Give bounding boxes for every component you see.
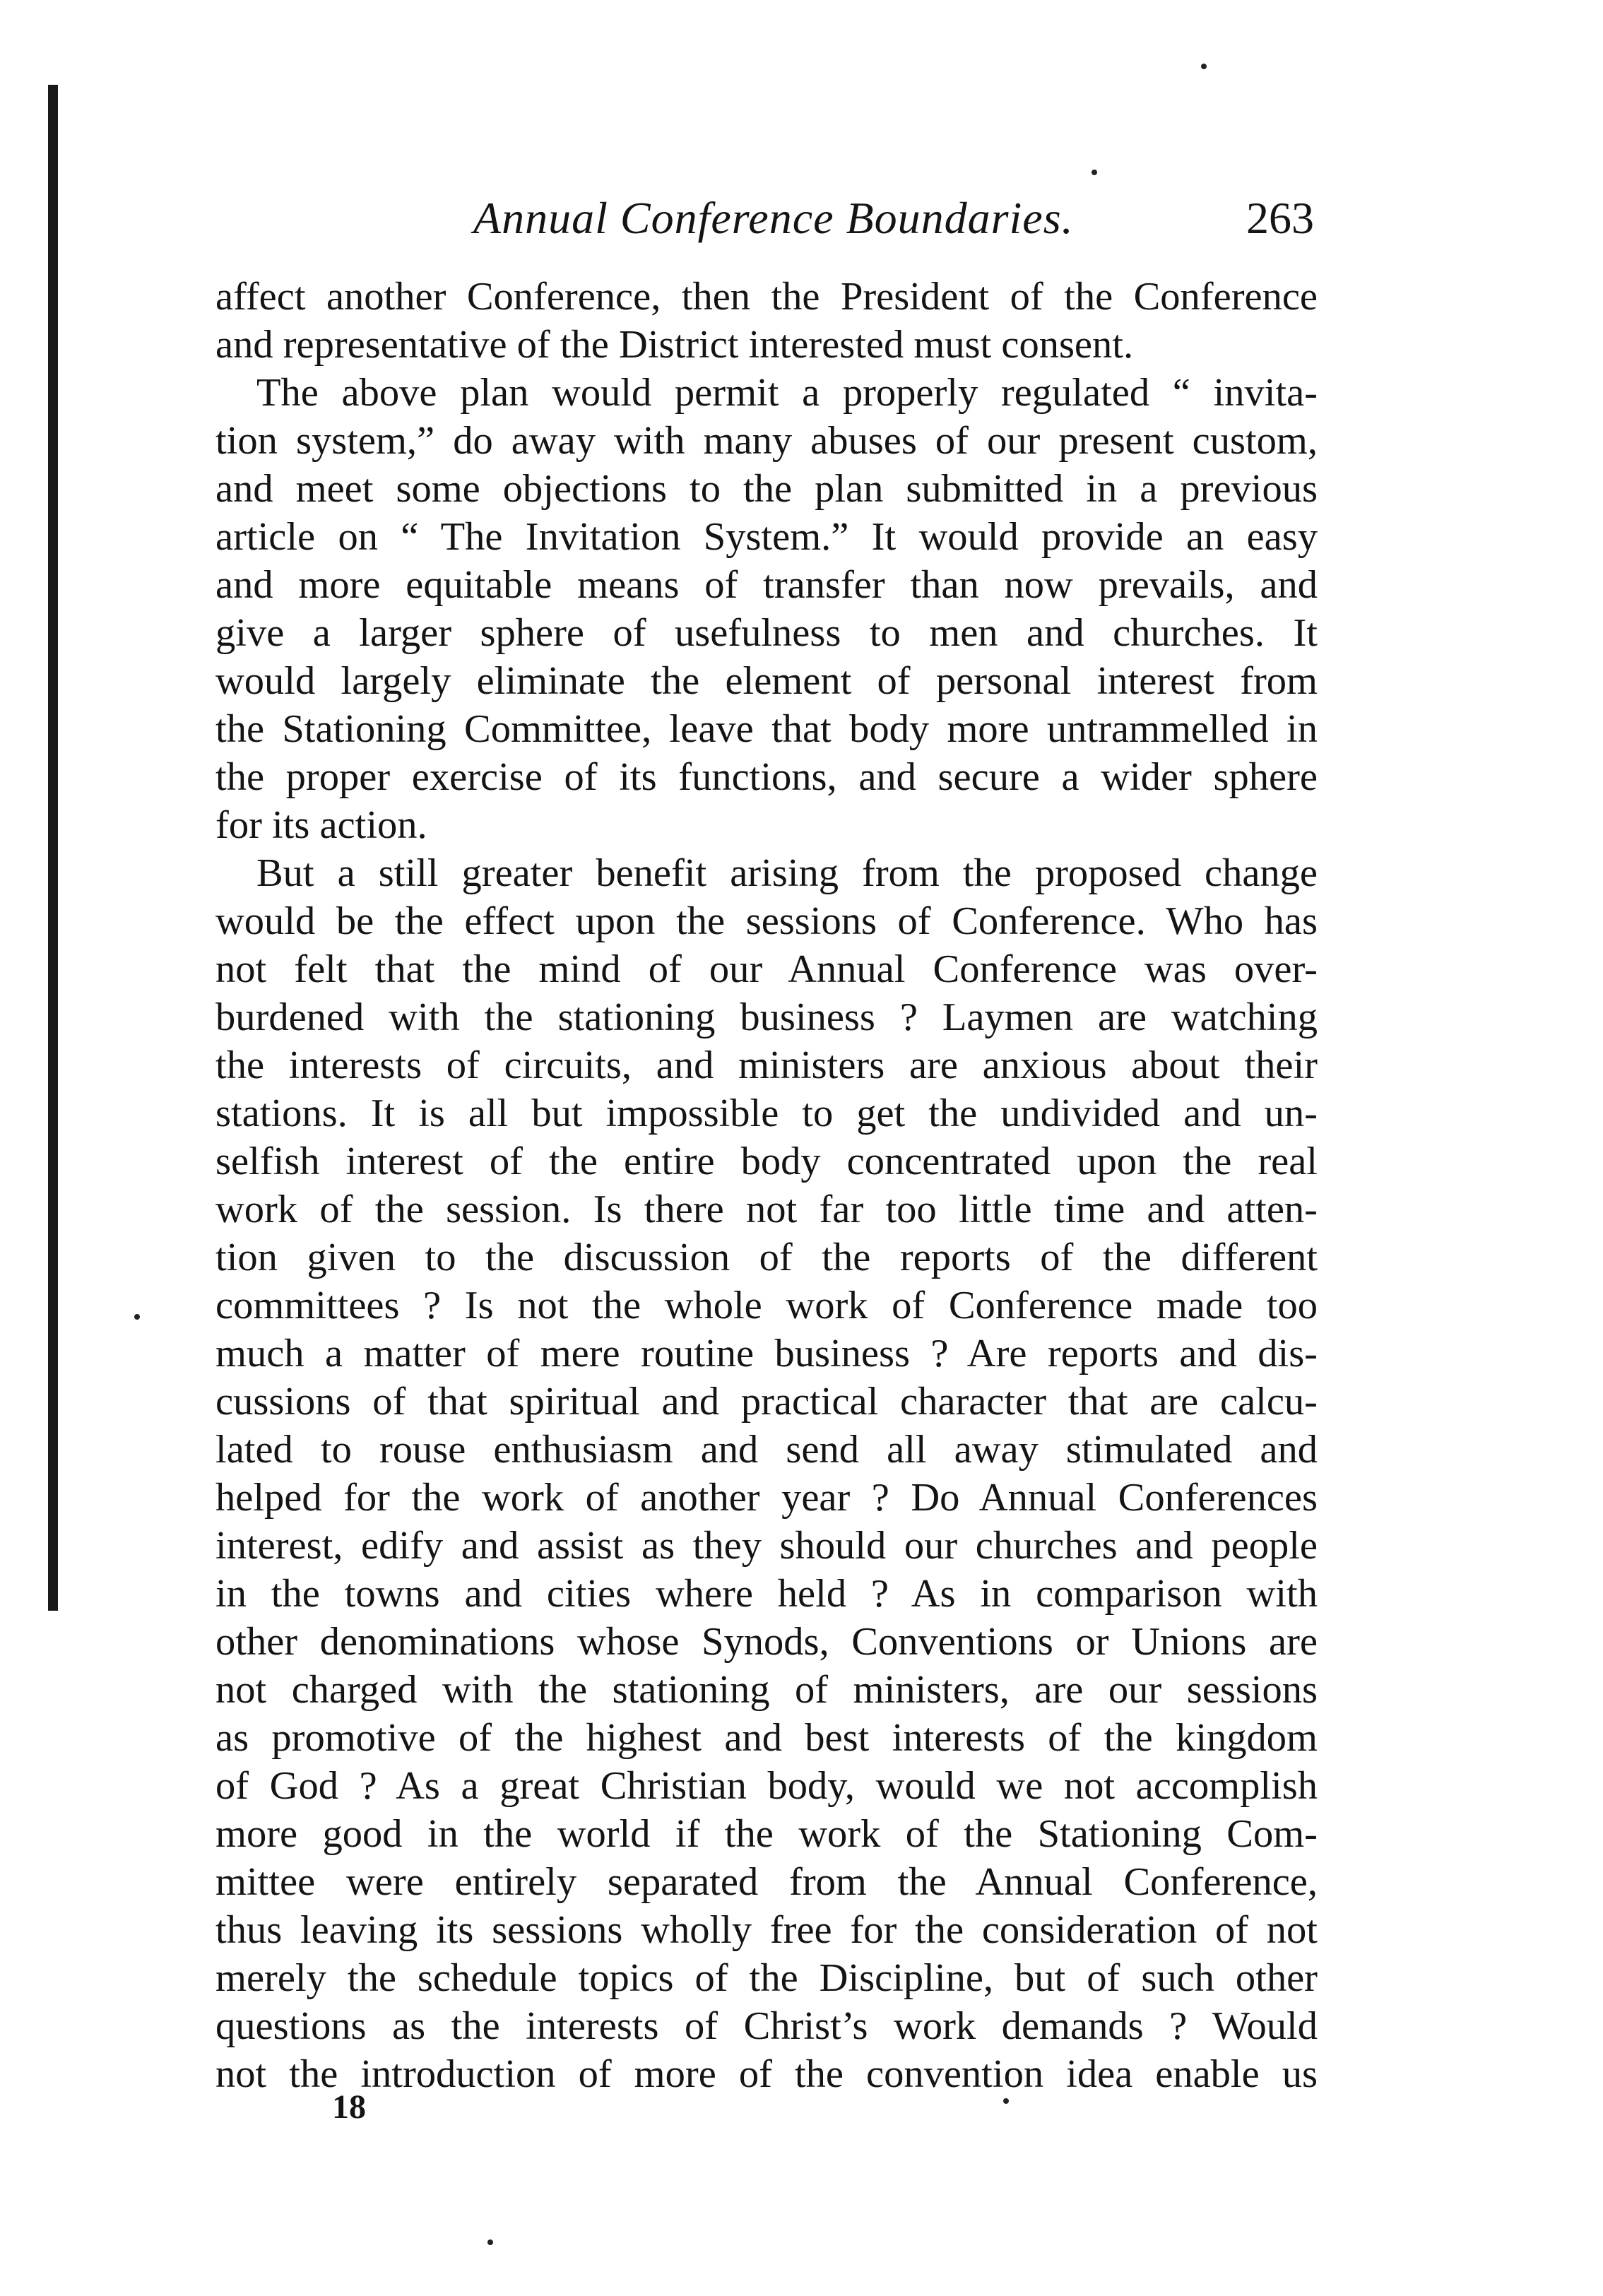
text-line: burdened with the stationing business ? Laymen are watching bbox=[215, 995, 1318, 1039]
text-line: The above plan would permit a properly regulated “ invita- bbox=[256, 371, 1318, 415]
text-line: tion given to the discussion of the reports of the different bbox=[215, 1236, 1318, 1279]
print-speck bbox=[1003, 2098, 1009, 2104]
text-line: for its action. bbox=[215, 803, 427, 847]
text-line: selfish interest of the entire body concentrated upon the real bbox=[215, 1140, 1318, 1183]
text-line: and more equitable means of transfer than now prevails, and bbox=[215, 563, 1318, 607]
text-line: helped for the work of another year ? Do Annual Conferences bbox=[215, 1476, 1318, 1520]
text-line: merely the schedule topics of the Discipline, but of such other bbox=[215, 1956, 1318, 2000]
print-speck bbox=[1201, 64, 1207, 69]
print-speck bbox=[487, 2239, 493, 2245]
print-speck bbox=[1092, 170, 1097, 175]
text-line: much a matter of mere routine business ? Are reports and dis- bbox=[215, 1332, 1318, 1375]
text-line: tion system,” do away with many abuses of our present custom, bbox=[215, 419, 1318, 463]
text-line: cussions of that spiritual and practical character that are calcu- bbox=[215, 1380, 1318, 1424]
text-line: and representative of the District interested must consent. bbox=[215, 323, 1134, 367]
text-line: give a larger sphere of usefulness to men and churches. It bbox=[215, 611, 1318, 655]
text-line: would largely eliminate the element of personal interest from bbox=[215, 659, 1318, 703]
text-line: not the introduction of more of the convention idea enable us bbox=[215, 2052, 1318, 2096]
text-line: affect another Conference, then the President of the Conference bbox=[215, 275, 1318, 319]
text-line: committees ? Is not the whole work of Conference made too bbox=[215, 1284, 1318, 1327]
running-title: Annual Conference Boundaries. bbox=[473, 193, 1074, 243]
text-line: thus leaving its sessions wholly free for the consideration of not bbox=[215, 1908, 1318, 1952]
text-line: in the towns and cities where held ? As in comparison with bbox=[215, 1572, 1318, 1616]
print-speck bbox=[134, 1314, 140, 1320]
text-line: the Stationing Committee, leave that body more untrammelled in bbox=[215, 707, 1318, 751]
text-line: the interests of circuits, and ministers are anxious about their bbox=[215, 1043, 1318, 1087]
signature-mark: 18 bbox=[332, 2088, 366, 2126]
text-line: and meet some objections to the plan submitted in a previous bbox=[215, 467, 1318, 511]
text-line: not charged with the stationing of ministers, are our sessions bbox=[215, 1668, 1318, 1712]
text-line: stations. It is all but impossible to get the undivided and un- bbox=[215, 1091, 1318, 1135]
text-line: more good in the world if the work of the Stationing Com- bbox=[215, 1812, 1318, 1856]
text-line: of God ? As a great Christian body, would we not accomplish bbox=[215, 1764, 1318, 1808]
binding-shadow bbox=[48, 85, 58, 1611]
text-line: article on “ The Invitation System.” It would provide an easy bbox=[215, 515, 1318, 559]
text-line: mittee were entirely separated from the Annual Conference, bbox=[215, 1860, 1318, 1904]
text-line: questions as the interests of Christ’s work demands ? Would bbox=[215, 2004, 1318, 2048]
text-line: interest, edify and assist as they should our churches and people bbox=[215, 1524, 1318, 1568]
text-line: other denominations whose Synods, Conventions or Unions are bbox=[215, 1620, 1318, 1664]
text-line: work of the session. Is there not far too little time and atten- bbox=[215, 1188, 1318, 1231]
text-line: lated to rouse enthusiasm and send all away stimulated and bbox=[215, 1428, 1318, 1472]
text-line: would be the effect upon the sessions of Conference. Who has bbox=[215, 899, 1318, 943]
running-head bbox=[212, 192, 1314, 256]
body-text bbox=[215, 273, 1318, 2098]
text-line: the proper exercise of its functions, and secure a wider sphere bbox=[215, 755, 1318, 799]
text-line: not felt that the mind of our Annual Conference was over- bbox=[215, 947, 1318, 991]
page-number: 263 bbox=[1246, 193, 1314, 243]
text-line: as promotive of the highest and best interests of the kingdom bbox=[215, 1716, 1318, 1760]
text-line: But a still greater benefit arising from the proposed change bbox=[256, 851, 1318, 895]
